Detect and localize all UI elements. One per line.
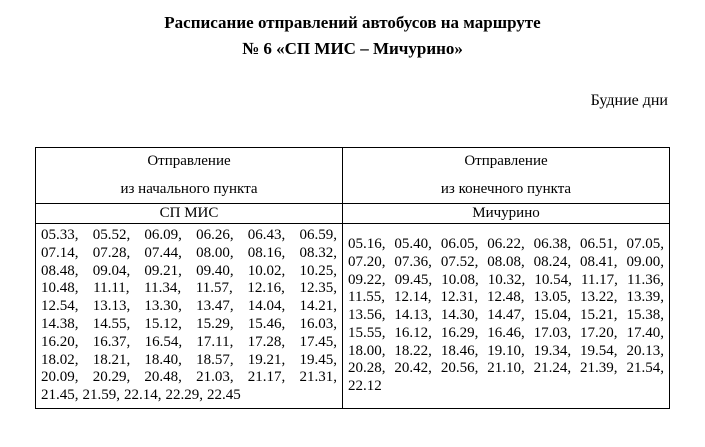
time-line (348, 378, 664, 396)
time-value: 13.30, (144, 298, 182, 315)
time-value: 15.12, (144, 316, 182, 332)
time-value: 07.36, (394, 253, 432, 270)
time-value: 06.59, (299, 227, 337, 244)
time-value: 11.55, (348, 289, 385, 306)
time-value: 08.00, (196, 244, 234, 261)
time-value: 08.16, (247, 244, 286, 261)
time-value: 10.48, (41, 280, 79, 297)
time-value: 21.10, (487, 360, 525, 377)
time-line (41, 352, 337, 370)
time-line (41, 298, 337, 316)
time-value: 10.02, (247, 262, 286, 279)
time-value: 06.43, (247, 227, 286, 244)
time-line (41, 263, 337, 281)
time-value: 06.22, (487, 235, 525, 252)
time-value: 10.25, (299, 262, 337, 279)
time-line (41, 334, 337, 352)
stop-name-sp-mis: СП МИС (36, 204, 343, 224)
time-value: 11.36, (627, 271, 664, 288)
time-value: 14.38, (41, 316, 79, 332)
time-value: 08.08, (487, 253, 525, 270)
time-value: 22.14, (124, 387, 162, 404)
time-value: 20.13, (626, 342, 664, 359)
time-value: 17.11, (196, 333, 234, 350)
time-value: 06.51, (580, 235, 618, 252)
day-type-label: Будние дни (590, 92, 668, 109)
page-title (0, 10, 705, 62)
time-value: 20.56, (440, 360, 479, 377)
time-value: 05.16, (348, 235, 386, 252)
time-value: 15.04, (533, 307, 572, 324)
time-line (41, 245, 337, 263)
time-value: 07.05, (626, 235, 664, 252)
time-value: 16.29, (440, 324, 479, 341)
time-value: 10.08, (441, 271, 479, 288)
time-value: 13.05, (533, 289, 571, 306)
time-value: 19.34, (533, 342, 572, 359)
time-value: 22.29, (165, 387, 203, 404)
stop-name-michurino: Мичурино (343, 204, 669, 224)
time-value: 12.14, (393, 289, 432, 306)
time-value: 22.45 (207, 387, 241, 404)
time-value: 13.47, (196, 298, 234, 315)
time-line (348, 307, 664, 325)
time-value: 15.55, (348, 324, 386, 341)
time-value: 16.37, (92, 333, 131, 350)
time-line (41, 227, 337, 245)
time-value: 10.32, (487, 271, 526, 288)
page-title-line2: № 6 «СП МИС – Мичурино» (242, 39, 463, 58)
time-value: 07.20, (348, 253, 386, 270)
times-cell-michurino (343, 224, 669, 408)
time-value: 15.29, (196, 316, 234, 332)
time-value: 09.04, (92, 262, 131, 279)
time-value: 14.55, (92, 316, 131, 332)
time-value: 17.45, (299, 333, 337, 350)
time-value: 09.45, (394, 271, 433, 288)
time-value: 09.22, (348, 271, 386, 288)
time-value: 20.28, (348, 360, 386, 377)
time-line (348, 254, 664, 272)
time-value: 19.21, (247, 351, 286, 368)
time-value: 18.46, (440, 342, 479, 359)
time-value: 15.21, (580, 307, 618, 324)
time-value: 06.09, (144, 227, 182, 244)
time-value: 19.54, (580, 342, 618, 359)
times-cell-sp-mis (36, 224, 343, 408)
time-line (41, 280, 337, 298)
time-value: 17.28, (247, 333, 286, 350)
time-value: 07.28, (92, 244, 131, 261)
header-cell-departure-end (343, 148, 669, 204)
time-value: 11.34, (144, 280, 182, 297)
time-value: 08.32, (299, 244, 337, 261)
time-value: 05.40, (394, 235, 432, 252)
time-value: 07.52, (440, 253, 479, 270)
time-value: 21.24, (533, 360, 572, 377)
time-value: 13.13, (92, 298, 131, 315)
time-line (41, 369, 337, 387)
time-value: 11.17, (580, 271, 618, 288)
time-value: 18.00, (348, 342, 386, 359)
time-line (348, 289, 664, 307)
time-line (348, 272, 664, 290)
time-value: 20.09, (41, 369, 79, 386)
time-value: 10.54, (534, 271, 572, 288)
time-value: 07.14, (41, 244, 79, 261)
time-value: 17.40, (626, 324, 664, 341)
schedule-table (35, 147, 670, 409)
time-value: 16.46, (487, 324, 525, 341)
time-value: 20.42, (394, 360, 432, 377)
time-value: 21.39, (580, 360, 618, 377)
time-value: 12.16, (247, 280, 285, 297)
time-value: 17.03, (533, 324, 572, 341)
time-value: 18.02, (41, 351, 79, 368)
time-value: 14.04, (247, 298, 286, 315)
time-value: 12.54, (41, 298, 79, 315)
time-value: 09.00, (626, 253, 664, 270)
time-value: 08.48, (41, 262, 79, 279)
time-value: 08.24, (533, 253, 572, 270)
time-value: 08.41, (580, 253, 618, 270)
time-value: 05.33, (41, 227, 79, 244)
time-value: 09.21, (144, 262, 182, 279)
time-value: 21.31, (299, 369, 337, 386)
time-value: 06.05, (440, 235, 479, 252)
time-value: 14.13, (394, 307, 432, 324)
time-value: 14.30, (440, 307, 479, 324)
time-value: 15.38, (626, 307, 664, 324)
time-value: 14.21, (299, 298, 337, 315)
time-line (348, 343, 664, 361)
time-value: 18.57, (196, 351, 234, 368)
time-line (41, 316, 337, 334)
time-line (348, 360, 664, 378)
time-value: 12.31, (440, 289, 478, 306)
time-value: 14.47, (487, 307, 525, 324)
page-title-line1: Расписание отправлений автобусов на маршруте (164, 13, 541, 32)
time-value: 11.11, (93, 280, 130, 297)
time-value: 07.44, (144, 244, 182, 261)
time-value: 13.39, (626, 289, 664, 306)
time-value: 16.54, (144, 333, 183, 350)
time-value: 18.40, (144, 351, 182, 368)
time-value: 19.45, (299, 351, 337, 368)
time-value: 21.03, (196, 369, 234, 386)
time-value: 20.48, (144, 369, 182, 386)
time-value: 16.03, (299, 316, 337, 332)
time-value: 15.46, (247, 316, 286, 332)
time-value: 20.29, (92, 369, 131, 386)
time-value: 06.26, (196, 227, 234, 244)
time-value: 12.35, (299, 280, 337, 297)
time-value: 18.22, (394, 342, 432, 359)
time-value: 09.40, (196, 262, 234, 279)
time-value: 13.56, (348, 307, 386, 324)
time-value: 11.57, (195, 280, 233, 297)
time-value: 18.21, (92, 351, 131, 368)
time-value: 05.52, (92, 227, 131, 244)
time-value: 19.10, (487, 342, 525, 359)
time-value: 16.20, (41, 333, 79, 350)
time-line (41, 387, 337, 405)
header-end-point-label: из конечного пункта (440, 181, 572, 197)
time-value: 12.48, (486, 289, 525, 306)
time-line (348, 325, 664, 343)
time-value: 13.22, (579, 289, 618, 306)
time-value: 17.20, (580, 324, 618, 341)
header-departure-label-right: Отправление (464, 153, 548, 169)
time-line (348, 236, 664, 254)
time-value: 16.12, (394, 324, 432, 341)
time-value: 06.38, (533, 235, 572, 252)
header-departure-label-left: Отправление (147, 153, 231, 169)
time-value: 21.17, (247, 369, 286, 386)
time-value: 21.54, (626, 360, 664, 377)
time-value: 22.12 (348, 378, 382, 395)
time-value: 21.45, (41, 387, 79, 404)
header-start-point-label: из начального пункта (120, 181, 258, 197)
header-cell-departure-start (36, 148, 343, 204)
time-value: 21.59, (82, 387, 120, 404)
